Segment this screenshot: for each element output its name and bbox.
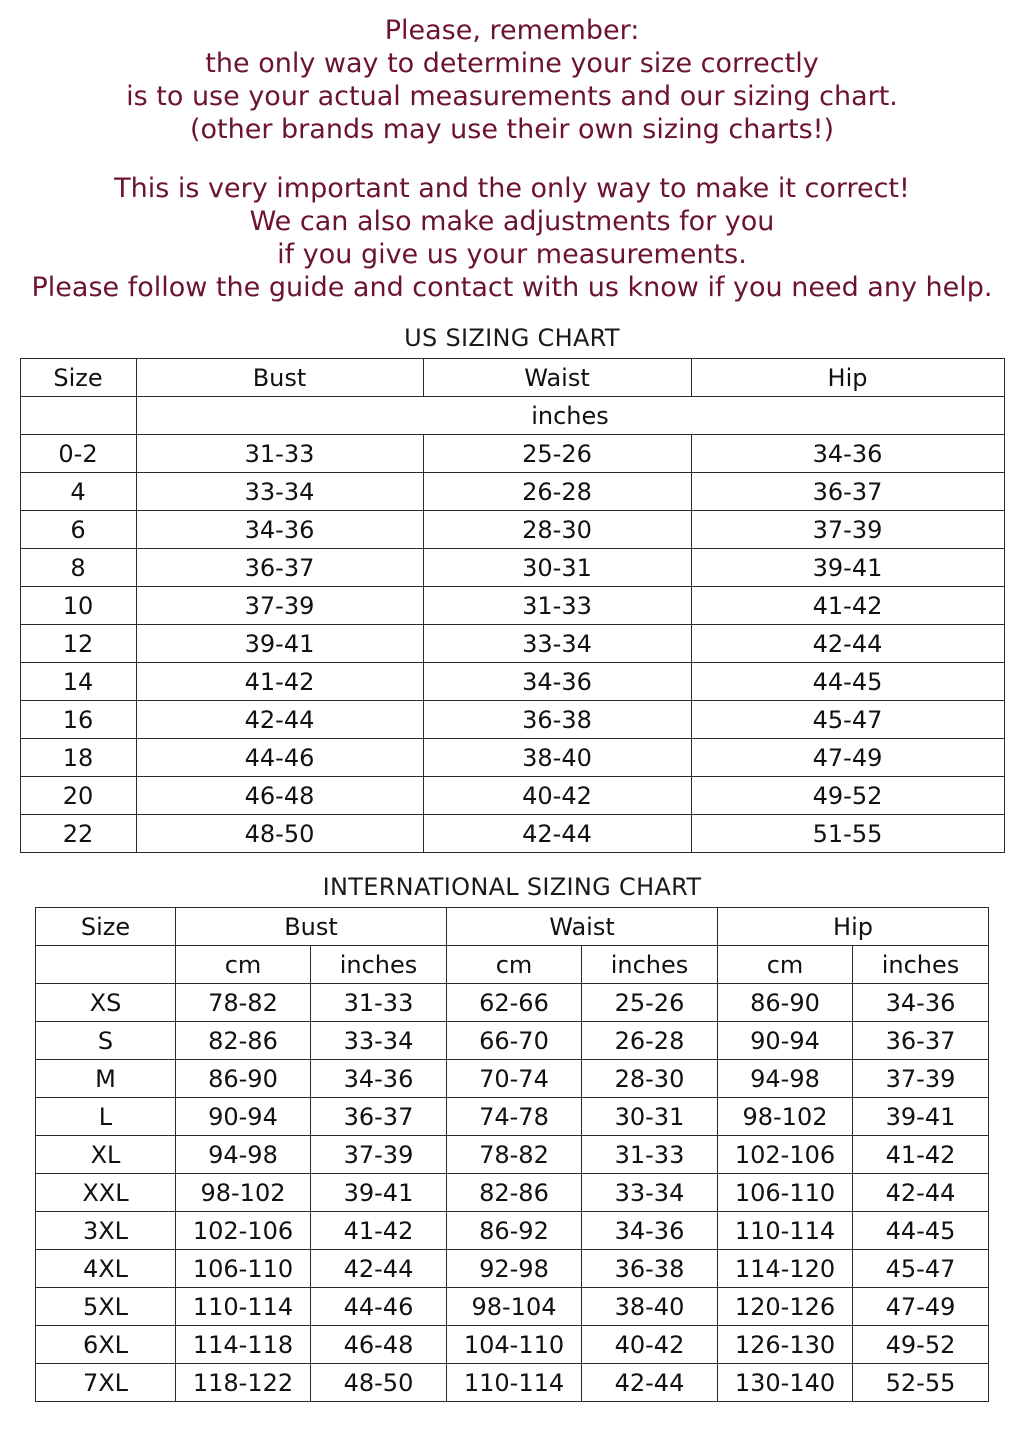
table-unit-row [20,397,1004,435]
cell-bust: 44-46 [136,739,423,777]
cell-hip-cm: 110-114 [718,1212,853,1250]
cell-hip-in: 45-47 [853,1250,989,1288]
cell-bust-in: 33-34 [310,1022,446,1060]
cell-bust-in: 41-42 [310,1212,446,1250]
cell-hip-in: 49-52 [853,1326,989,1364]
note-line: This is very important and the only way to make it correct! [114,173,910,204]
cell-hip: 36-37 [691,473,1004,511]
us-sizing-table [20,358,1005,853]
note-line: Please, remember: [384,15,640,46]
cell-waist: 40-42 [423,777,691,815]
cell-waist-in: 40-42 [581,1326,717,1364]
cell-waist-cm: 78-82 [446,1136,581,1174]
cell-waist: 30-31 [423,549,691,587]
cell-bust-cm: 118-122 [175,1364,310,1402]
table-row [35,984,988,1022]
cell-size: XL [35,1136,175,1174]
column-header-waist: Waist [446,908,717,946]
column-header-waist: Waist [423,359,691,397]
cell-bust-cm: 78-82 [175,984,310,1022]
cell-bust: 37-39 [136,587,423,625]
cell-waist-in: 26-28 [581,1022,717,1060]
cell-size: 18 [20,739,136,777]
table-row [35,1288,988,1326]
cell-hip-in: 36-37 [853,1022,989,1060]
cell-size: 20 [20,777,136,815]
cell-waist-cm: 82-86 [446,1174,581,1212]
table-row [35,1022,988,1060]
cell-hip: 47-49 [691,739,1004,777]
cell-bust-in: 44-46 [310,1288,446,1326]
cell-size: 7XL [35,1364,175,1402]
cell-waist-in: 31-33 [581,1136,717,1174]
table-row [35,1098,988,1136]
cell-size: 5XL [35,1288,175,1326]
cell-size: 10 [20,587,136,625]
cell-hip-in: 47-49 [853,1288,989,1326]
note-line: the only way to determine your size correctly [205,48,819,79]
table-row [20,549,1004,587]
cell-size: XXL [35,1174,175,1212]
cell-bust: 42-44 [136,701,423,739]
cell-hip-cm: 114-120 [718,1250,853,1288]
cell-waist: 31-33 [423,587,691,625]
unit-row-blank [20,397,136,435]
cell-waist: 28-30 [423,511,691,549]
cell-hip-cm: 126-130 [718,1326,853,1364]
column-header-bust: Bust [136,359,423,397]
cell-bust-cm: 94-98 [175,1136,310,1174]
cell-waist-cm: 98-104 [446,1288,581,1326]
cell-bust-in: 42-44 [310,1250,446,1288]
international-sizing-table [35,907,989,1402]
cell-bust-cm: 82-86 [175,1022,310,1060]
cell-hip-in: 34-36 [853,984,989,1022]
cell-bust-cm: 98-102 [175,1174,310,1212]
cell-bust-cm: 114-118 [175,1326,310,1364]
table-row [20,473,1004,511]
us-chart-title: US SIZING CHART [404,324,620,352]
cell-waist-cm: 110-114 [446,1364,581,1402]
cell-bust-in: 37-39 [310,1136,446,1174]
table-row [20,739,1004,777]
cell-bust-in: 48-50 [310,1364,446,1402]
subheader-blank [35,946,175,984]
table-header-row [20,359,1004,397]
table-header-row [35,908,988,946]
cell-size: S [35,1022,175,1060]
cell-waist-in: 34-36 [581,1212,717,1250]
intl-chart-title: INTERNATIONAL SIZING CHART [322,873,702,901]
cell-hip-cm: 90-94 [718,1022,853,1060]
table-row [35,1326,988,1364]
cell-waist-cm: 86-92 [446,1212,581,1250]
note-spacer [0,146,1024,172]
cell-waist: 25-26 [423,435,691,473]
cell-bust-cm: 106-110 [175,1250,310,1288]
cell-hip-cm: 130-140 [718,1364,853,1402]
cell-bust-cm: 86-90 [175,1060,310,1098]
cell-hip-in: 42-44 [853,1174,989,1212]
cell-bust-cm: 102-106 [175,1212,310,1250]
cell-waist: 38-40 [423,739,691,777]
cell-waist: 36-38 [423,701,691,739]
cell-bust: 33-34 [136,473,423,511]
table-row [20,701,1004,739]
cell-hip-cm: 94-98 [718,1060,853,1098]
subheader-hip-cm: cm [718,946,853,984]
table-row [35,1060,988,1098]
column-header-size: Size [20,359,136,397]
cell-bust: 36-37 [136,549,423,587]
cell-hip: 49-52 [691,777,1004,815]
cell-bust-in: 31-33 [310,984,446,1022]
cell-hip: 45-47 [691,701,1004,739]
column-header-bust: Bust [175,908,446,946]
cell-waist: 42-44 [423,815,691,853]
cell-size: 6 [20,511,136,549]
cell-bust-in: 39-41 [310,1174,446,1212]
cell-bust: 39-41 [136,625,423,663]
cell-bust: 34-36 [136,511,423,549]
note-line: if you give us your measurements. [277,239,747,270]
note-line: (other brands may use their own sizing charts!) [190,114,834,145]
table-row [35,1174,988,1212]
cell-waist-in: 36-38 [581,1250,717,1288]
cell-waist-in: 28-30 [581,1060,717,1098]
table-row [20,815,1004,853]
table-row [20,777,1004,815]
cell-waist-cm: 66-70 [446,1022,581,1060]
cell-size: 4XL [35,1250,175,1288]
cell-size: 0-2 [20,435,136,473]
table-row [35,1136,988,1174]
cell-waist-in: 33-34 [581,1174,717,1212]
cell-waist: 34-36 [423,663,691,701]
cell-waist-in: 30-31 [581,1098,717,1136]
cell-bust-cm: 110-114 [175,1288,310,1326]
cell-hip-in: 44-45 [853,1212,989,1250]
cell-hip-cm: 102-106 [718,1136,853,1174]
table-row [20,511,1004,549]
cell-waist: 33-34 [423,625,691,663]
column-header-hip: Hip [718,908,989,946]
cell-bust-in: 34-36 [310,1060,446,1098]
cell-size: XS [35,984,175,1022]
cell-hip: 44-45 [691,663,1004,701]
cell-bust-in: 46-48 [310,1326,446,1364]
cell-hip: 42-44 [691,625,1004,663]
table-row [35,1212,988,1250]
table-row [35,1364,988,1402]
cell-waist-cm: 74-78 [446,1098,581,1136]
cell-hip-in: 37-39 [853,1060,989,1098]
cell-hip-in: 41-42 [853,1136,989,1174]
cell-hip-in: 52-55 [853,1364,989,1402]
sizing-note [0,0,1024,304]
cell-bust-cm: 90-94 [175,1098,310,1136]
column-header-hip: Hip [691,359,1004,397]
cell-hip: 51-55 [691,815,1004,853]
subheader-waist-cm: cm [446,946,581,984]
table-row [20,587,1004,625]
cell-waist-cm: 92-98 [446,1250,581,1288]
cell-hip-in: 39-41 [853,1098,989,1136]
cell-waist-cm: 70-74 [446,1060,581,1098]
cell-bust: 41-42 [136,663,423,701]
cell-waist-in: 25-26 [581,984,717,1022]
cell-waist-cm: 104-110 [446,1326,581,1364]
cell-bust: 48-50 [136,815,423,853]
subheader-hip-inches: inches [853,946,989,984]
unit-row-inches: inches [136,397,1004,435]
cell-size: L [35,1098,175,1136]
cell-hip-cm: 98-102 [718,1098,853,1136]
cell-size: 8 [20,549,136,587]
cell-hip: 41-42 [691,587,1004,625]
cell-size: 22 [20,815,136,853]
cell-waist-cm: 62-66 [446,984,581,1022]
cell-hip-cm: 86-90 [718,984,853,1022]
subheader-waist-inches: inches [581,946,717,984]
cell-size: 4 [20,473,136,511]
cell-size: M [35,1060,175,1098]
cell-hip-cm: 106-110 [718,1174,853,1212]
column-header-size: Size [35,908,175,946]
cell-size: 14 [20,663,136,701]
cell-waist: 26-28 [423,473,691,511]
table-subheader-row [35,946,988,984]
cell-bust-in: 36-37 [310,1098,446,1136]
cell-size: 3XL [35,1212,175,1250]
subheader-bust-inches: inches [310,946,446,984]
cell-hip-cm: 120-126 [718,1288,853,1326]
cell-hip: 37-39 [691,511,1004,549]
table-row [35,1250,988,1288]
table-row [20,625,1004,663]
cell-size: 6XL [35,1326,175,1364]
note-line: We can also make adjustments for you [249,206,775,237]
cell-size: 16 [20,701,136,739]
note-line: Please follow the guide and contact with us know if you need any help. [31,272,993,303]
cell-bust: 31-33 [136,435,423,473]
note-line: is to use your actual measurements and our sizing chart. [126,81,898,112]
table-row [20,663,1004,701]
cell-waist-in: 38-40 [581,1288,717,1326]
cell-hip: 34-36 [691,435,1004,473]
subheader-bust-cm: cm [175,946,310,984]
cell-waist-in: 42-44 [581,1364,717,1402]
cell-size: 12 [20,625,136,663]
table-row [20,435,1004,473]
cell-bust: 46-48 [136,777,423,815]
cell-hip: 39-41 [691,549,1004,587]
